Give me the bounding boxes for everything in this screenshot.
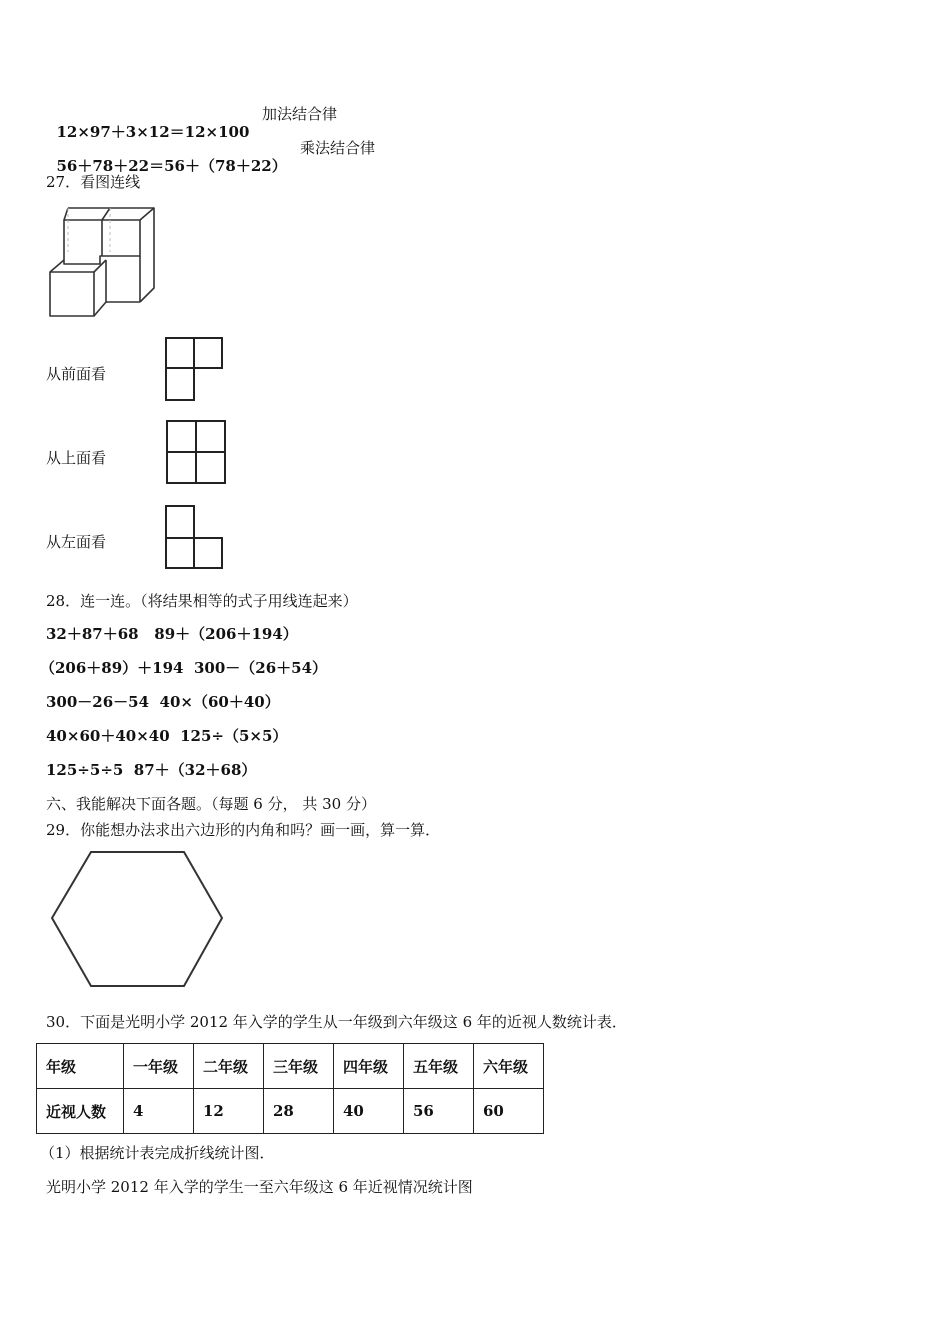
q28-right-1: 89＋（206＋194） [154,625,298,643]
table-cell: 60 [474,1089,544,1134]
table-cell: 近视人数 [37,1089,124,1134]
q28-right-5: 87＋（32＋68） [133,761,257,779]
q28-left-1: 32＋87＋68 [46,625,139,643]
q28-row-1 [46,623,298,644]
table-cell: 56 [404,1089,474,1134]
table-row [37,1089,544,1134]
table-header-cell: 三年级 [264,1044,334,1089]
view-left-label: 从左面看 [46,533,107,551]
view-top-label: 从上面看 [46,449,107,467]
q28-row-5 [46,759,256,780]
table-header-cell: 二年级 [194,1044,264,1089]
q26-row2-law: 乘法结合律 [300,139,376,157]
table-row [37,1044,544,1089]
q28-left-4: 40×60＋40×40 [46,727,170,745]
q26-row2-expr: 56＋78＋22＝56＋（78＋22） [56,157,287,175]
q30-sub1: （1）根据统计表完成折线统计图． [40,1144,275,1162]
view-shape-top [164,419,228,487]
q28-right-3: 40×（60＋40） [159,693,280,711]
view-shape-front [164,336,226,404]
q28-title: 28．连一连。（将结果相等的式子用线连起来） [46,592,358,610]
table-cell: 40 [334,1089,404,1134]
q29-title: 29．你能想办法求出六边形的内角和吗？画一画，算一算． [46,821,441,839]
table-header-cell: 年级 [37,1044,124,1089]
section6-title: 六、我能解决下面各题。（每题 6 分， 共 30 分） [46,795,376,813]
table-header-cell: 六年级 [474,1044,544,1089]
table-cell: 28 [264,1089,334,1134]
table-header-cell: 一年级 [124,1044,194,1089]
q26-row1-expr: 12×97＋3×12＝12×100 [56,123,250,141]
q28-row-2 [40,657,327,678]
q28-right-4: 125÷（5×5） [180,727,288,745]
cube-solid-figure [44,202,160,322]
q28-left-3: 300－26－54 [46,693,150,711]
table-cell: 12 [194,1089,264,1134]
q30-chart-title: 光明小学 2012 年入学的学生一至六年级这 6 年近视情况统计图 [46,1178,473,1196]
myopia-stats-table [36,1043,544,1134]
q26-row1-law: 加法结合律 [262,105,338,123]
q28-left-2: （206＋89）＋194 [40,659,184,677]
q28-row-3 [46,691,280,712]
q28-right-2: 300－（26＋54） [193,659,328,677]
view-front-label: 从前面看 [46,365,107,383]
q28-left-5: 125÷5÷5 [46,761,124,779]
table-header-cell: 四年级 [334,1044,404,1089]
q27-title: 27．看图连线 [46,173,141,191]
view-shape-left [164,504,226,572]
q30-title: 30．下面是光明小学 2012 年入学的学生从一年级到六年级这 6 年的近视人数统计表． [46,1013,627,1031]
hexagon-figure [48,848,226,994]
q28-row-4 [46,725,287,746]
table-cell: 4 [124,1089,194,1134]
table-header-cell: 五年级 [404,1044,474,1089]
